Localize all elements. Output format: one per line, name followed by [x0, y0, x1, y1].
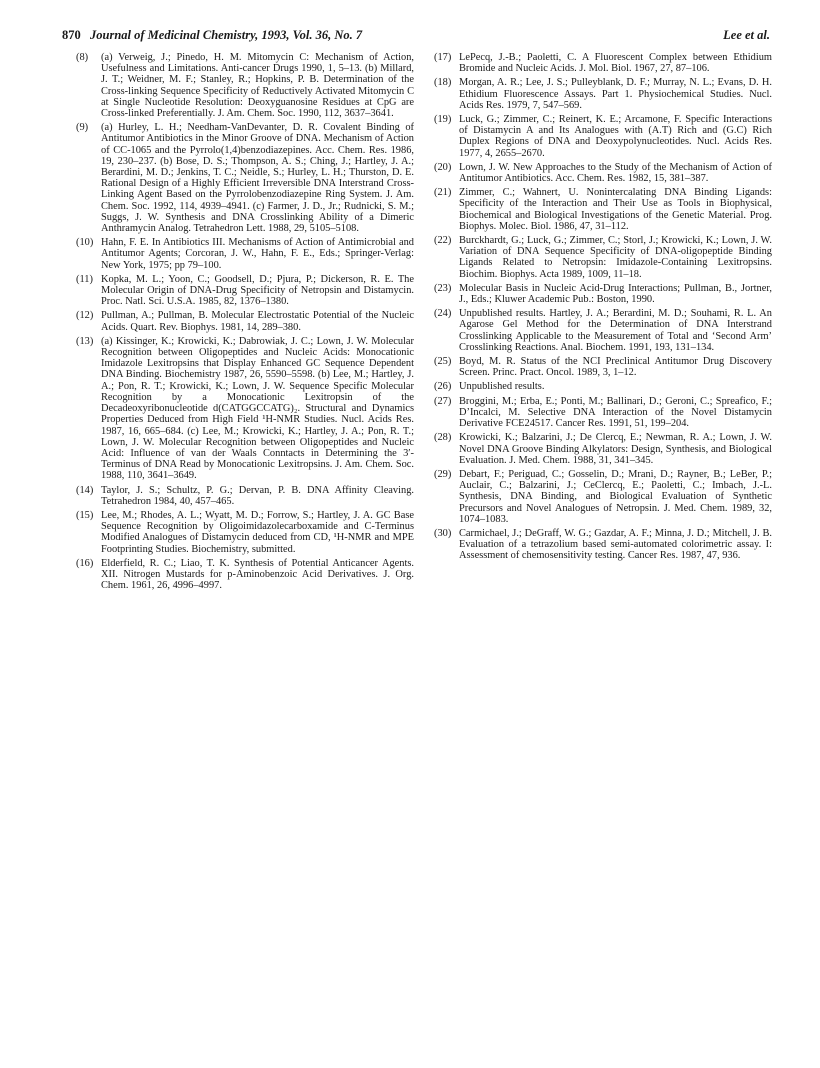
- reference-text: (a) Hurley, L. H.; Needham-VanDevanter, D. R. Covalent Binding of Antitumor Antibiotics in the Minor Groove of DNA. Mechanism of Action of CC-1065 and the Pyrrolo(1,4)benzodiazepines. Acc. Chem. Res. 1986, 19, 230–237. (b) Bose, D. S.; Thompson, A. S.; Ching, J.; Hartley, J. A.; Berardini, M. D.; Jenkins, T. C.; Neidle, S.; Hurley, L. H.; Thurston, D. E. Rational Design of a Highly Efficient Irreversible DNA Interstrand Cross-Linking Agent Based on the Pyrrolobenzodiazepine Ring System. J. Am. Chem. Soc. 1992, 114, 4939–4941. (c) Farmer, J. D., Jr.; Rudnicki, S. M.; Suggs, J. W. Synthesis and DNA Crosslinking Ability of a Dimeric Anthramycin Analog. Tetrahedron Lett. 1988, 29, 5105–5108.: [101, 122, 414, 235]
- reference-text: (a) Verweig, J.; Pinedo, H. M. Mitomycin C: Mechanism of Action, Usefulness and Limitations. Anti-cancer Drugs 1990, 1, 5–13. (b) Millard, J. T.; Weidner, M. F.; Stanley, R.; Hopkins, P. B. Determination of the Cross-linking Sequence Specificity of Reductively Activated Mitomycin C at Single Nucleotide Resolution: Deoxyguanosine Residues at CpG are Cross-linked Preferentially. J. Am. Chem. Soc. 1990, 112, 3637–3641.: [101, 52, 414, 120]
- references-column-right: [434, 52, 772, 565]
- reference-number: (21): [434, 187, 452, 199]
- reference-number: (9): [76, 122, 89, 134]
- reference-item: [76, 237, 414, 271]
- reference-number: (16): [76, 557, 94, 569]
- reference-number: (15): [76, 509, 94, 521]
- reference-number: (27): [434, 395, 452, 407]
- page-number: 870: [62, 28, 81, 42]
- reference-number: (11): [76, 273, 93, 285]
- reference-text: Molecular Basis in Nucleic Acid-Drug Interactions; Pullman, B., Jortner, J., Eds.; Kluwer Academic Pub.: Boston, 1990.: [459, 282, 772, 306]
- reference-item: [76, 52, 414, 119]
- reference-item: [434, 469, 772, 525]
- running-header: [62, 28, 770, 48]
- running-authors: Lee et al.: [723, 28, 770, 42]
- reference-item: [434, 432, 772, 466]
- reference-number: (18): [434, 77, 452, 89]
- reference-number: (23): [434, 282, 452, 294]
- reference-text: Carmichael, J.; DeGraff, W. G.; Gazdar, A. F.; Minna, J. D.; Mitchell, J. B. Evaluation of a tetrazolium based semi-automated colorimetric assay. I: Assessment of chemosensitivity testing. Cancer Res. 1987, 47, 936.: [459, 527, 772, 562]
- reference-number: (30): [434, 527, 452, 539]
- reference-item: [76, 336, 414, 482]
- reference-text: (a) Kissinger, K.; Krowicki, K.; Dabrowiak, J. C.; Lown, J. W. Molecular Recognition between Oligopeptides and Nucleic Acids: Monocationic Imidazole Lexitropsins that Display Enhanced GC Sequence Dependent DNA Binding. Biochemistry 1987, 26, 5590–5598. (b) Lee, M.; Hartley, J. A.; Pon, R. T.; Krowicki, K.; Lown, J. W. Sequence Specific Molecular Recognition by a Monocationic Lexitropsin of the Decadeoxyribonucleotide d(CATGGCCATG)₂. Structural and Dynamics Properties Deduced from High Field ¹H-NMR Studies. Nucl. Acids Res. 1987, 16, 665–684. (c) Lee, M.; Krowicki, K.; Hartley, J. A.; Pon, R. T.; Lown, J. W. Molecular Recognition between Oligopeptides and Nucleic Acid: Influence of van der Waals Conntacts in Determining the 3′-Terminus of DNA Read by Monocationic Lexitropsins. J. Am. Chem. Soc. 1988, 110, 3641–3649.: [101, 335, 414, 482]
- reference-text: Elderfield, R. C.; Liao, T. K. Synthesis of Potential Anticancer Agents. XII. Nitrogen Mustards for p-Aminobenzoic Acid Derivatives. J. Org. Chem. 1961, 26, 4996–4997.: [101, 557, 414, 592]
- reference-item: [76, 274, 414, 308]
- reference-item: [434, 77, 772, 111]
- reference-number: (10): [76, 237, 94, 249]
- reference-text: Luck, G.; Zimmer, C.; Reinert, K. E.; Arcamone, F. Specific Interactions of Distamycin A and Its Analogues with (A.T) Rich and (G.C) Rich Duplex Regions of DNA and Deoxypolynucleotides. Nucl. Acids Res. 1977, 4, 2655–2670.: [459, 114, 772, 159]
- reference-item: [434, 52, 772, 74]
- reference-text: Morgan, A. R.; Lee, J. S.; Pulleyblank, D. F.; Murray, N. L.; Evans, D. H. Ethidium Fluorescence Assays. Part 1. Physiochemical Studies. Nucl. Acids Res. 1979, 7, 547–569.: [459, 77, 772, 111]
- reference-item: [434, 114, 772, 159]
- reference-number: (12): [76, 310, 94, 322]
- reference-item: [76, 310, 414, 332]
- reference-item: [76, 122, 414, 234]
- reference-number: (28): [434, 432, 452, 444]
- reference-item: [76, 558, 414, 592]
- reference-text: Krowicki, K.; Balzarini, J.; De Clercq, E.; Newman, R. A.; Lown, J. W. Novel DNA Groove Binding Alkylators: Design, Synthesis, and Biological Evaluation. J. Med. Chem. 1988, 31, 341–345.: [459, 432, 772, 466]
- reference-item: [434, 396, 772, 430]
- reference-item: [434, 162, 772, 184]
- reference-text: Lown, J. W. New Approaches to the Study of the Mechanism of Action of Antitumor Antibiotics. Acc. Chem. Res. 1982, 15, 381–387.: [459, 161, 772, 185]
- reference-item: [76, 510, 414, 555]
- reference-text: LePecq, J.-B.; Paoletti, C. A Fluorescent Complex between Ethidium Bromide and Nucleic Acids. J. Mol. Biol. 1967, 27, 87–106.: [459, 52, 772, 75]
- reference-number: (22): [434, 235, 452, 247]
- reference-number: (29): [434, 468, 452, 480]
- reference-number: (20): [434, 161, 452, 173]
- reference-number: (14): [76, 484, 94, 496]
- reference-text: Debart, F.; Periguad, C.; Gosselin, D.; Mrani, D.; Rayner, B.; LeBer, P.; Auclair, C.; Balzarini, J.; CeClercq, E.; Paoletti, C.; Imbach, J.-L. Synthesis, DNA Binding, and Biological Evaluation of Synthetic Precursors and Novel Analogues of Netropsin. J. Med. Chem. 1989, 32, 1074–1083.: [459, 468, 772, 525]
- reference-number: (13): [76, 335, 94, 347]
- reference-text: Unpublished results. Hartley, J. A.; Berardini, M. D.; Souhami, R. L. An Agarose Gel Method for the Determination of DNA Interstrand Crosslinking Applicable to the Measurement of Total and ‘Second Arm’ Crosslinking Reactions. Anal. Biochem. 1991, 193, 131–134.: [459, 308, 772, 353]
- reference-item: [434, 308, 772, 353]
- reference-number: (8): [76, 52, 89, 63]
- reference-number: (25): [434, 356, 452, 368]
- reference-text: Zimmer, C.; Wahnert, U. Nonintercalating DNA Binding Ligands: Specificity of the Interaction and Their Use as Tools in Biophysical, Biochemical and Biological Investigations of the Genetic Material. Prog. Biophys. Molec. Biol. 1986, 47, 31–112.: [459, 187, 772, 232]
- reference-number: (19): [434, 114, 452, 126]
- reference-number: (17): [434, 52, 452, 63]
- reference-item: [76, 485, 414, 507]
- reference-item: [434, 356, 772, 378]
- reference-item: [434, 381, 772, 392]
- journal-citation: Journal of Medicinal Chemistry, 1993, Vol. 36, No. 7: [90, 28, 363, 42]
- reference-item: [434, 528, 772, 562]
- reference-item: [434, 235, 772, 280]
- reference-text: Kopka, M. L.; Yoon, C.; Goodsell, D.; Pjura, P.; Dickerson, R. E. The Molecular Origin of DNA-Drug Specificity of Netropsin and Distamycin. Proc. Natl. Sci. U.S.A. 1985, 82, 1376–1380.: [101, 273, 414, 308]
- reference-item: [434, 187, 772, 232]
- reference-text: Burckhardt, G.; Luck, G.; Zimmer, C.; Storl, J.; Krowicki, K.; Lown, J. W. Variation of DNA Sequence Specificity of DNA-oligopeptide Binding Ligands Related to Netropsin: Imidazole-Containing Lexitropsins. Biochim. Biophys. Acta 1989, 1009, 11–18.: [459, 235, 772, 280]
- reference-number: (24): [434, 308, 452, 320]
- reference-text: Broggini, M.; Erba, E.; Ponti, M.; Ballinari, D.; Geroni, C.; Spreafico, F.; D’Incalci, M. Selective DNA Interaction of the Novel Distamycin Derivative FCE24517. Cancer Res. 1991, 51, 199–204.: [459, 395, 772, 430]
- reference-text: Lee, M.; Rhodes, A. L.; Wyatt, M. D.; Forrow, S.; Hartley, J. A. GC Base Sequence Recognition by Oligoimidazolecarboxamide and C-Terminus Modified Analogues of Distamycin deduced from CD, ¹H-NMR and MPE Footprinting Studies. Biochemistry, submitted.: [101, 509, 414, 555]
- reference-text: Boyd, M. R. Status of the NCI Preclinical Antitumor Drug Discovery Screen. Princ. Pract. Oncol. 1989, 3, 1–12.: [459, 356, 772, 379]
- reference-item: [434, 283, 772, 305]
- reference-text: Pullman, A.; Pullman, B. Molecular Electrostatic Potential of the Nucleic Acids. Quart. Rev. Biophys. 1981, 14, 289–380.: [101, 310, 414, 333]
- reference-text: Hahn, F. E. In Antibiotics III. Mechanisms of Action of Antimicrobial and Antitumor Agents; Corcoran, J. W., Hahn, F. E., Eds.; Springer-Verlag: New York, 1975; pp 79–100.: [101, 237, 414, 271]
- references-column-left: [76, 52, 414, 594]
- reference-text: Unpublished results.: [459, 381, 545, 393]
- reference-number: (26): [434, 381, 452, 393]
- reference-text: Taylor, J. S.; Schultz, P. G.; Dervan, P. B. DNA Affinity Cleaving. Tetrahedron 1984, 40, 457–465.: [101, 484, 414, 507]
